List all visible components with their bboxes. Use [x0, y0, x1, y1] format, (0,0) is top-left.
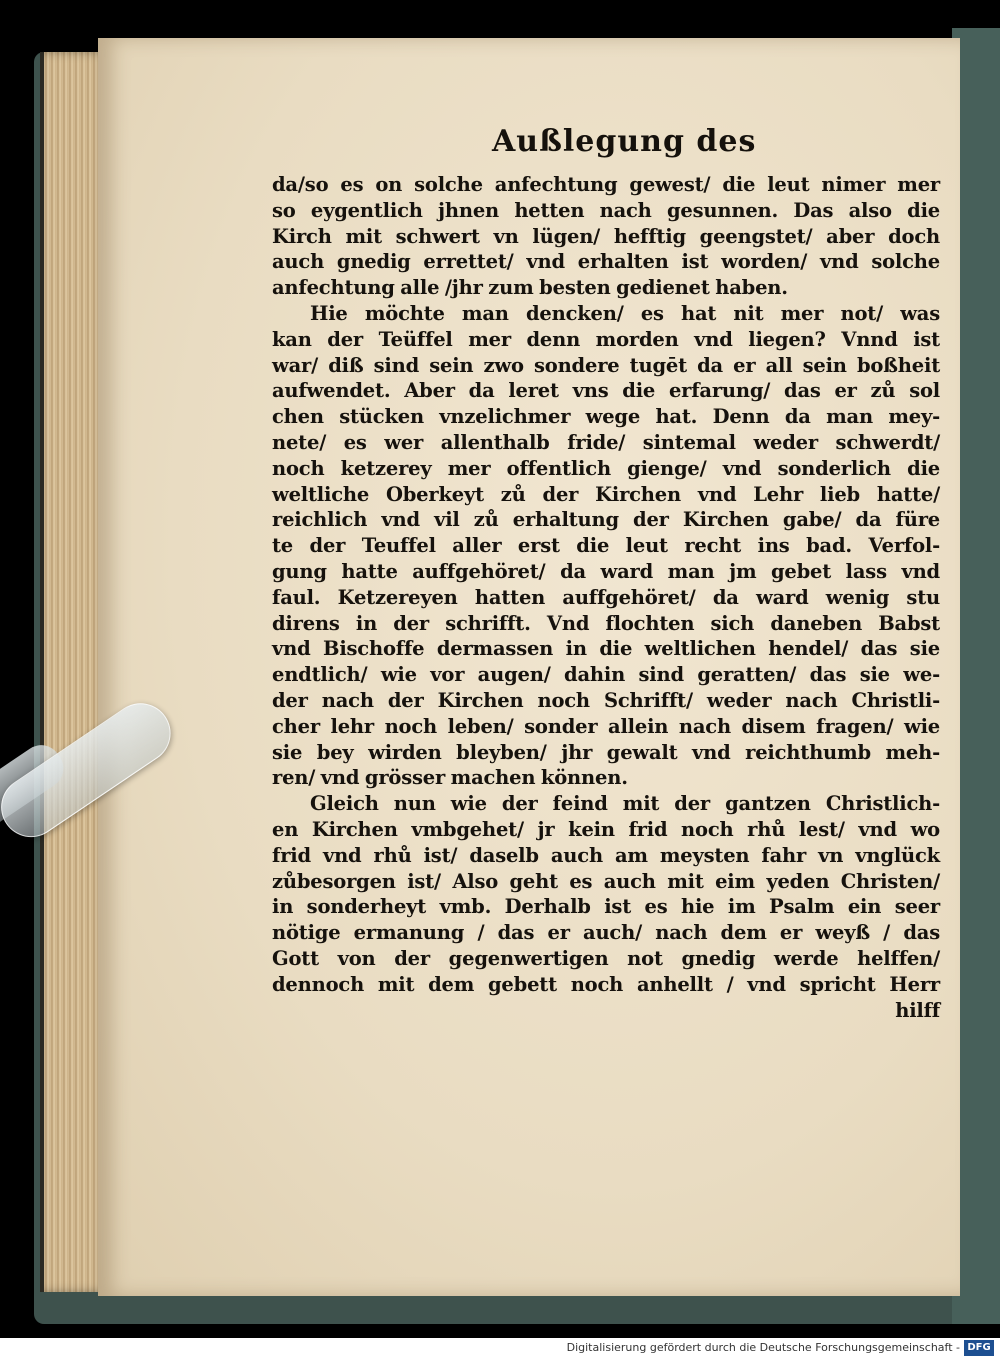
text-line: dennoch mit dem gebett noch anhellt / vnd spricht Herr: [272, 972, 940, 996]
text-line: weltliche Oberkeyt zů der Kirchen vnd Lehr lieb hatte/: [272, 482, 940, 506]
text-line: Kirch mit schwert vn lügen/ hefftig geengstet/ aber doch: [272, 224, 940, 248]
text-line: war/ diß sind sein zwo sondere tugēt da er all sein boßheit: [272, 353, 940, 377]
text-line: so eygentlich jhnen hetten nach gesunnen. Das also die: [272, 198, 940, 222]
page-text-block: [272, 172, 940, 1023]
text-line: sie bey wirden bleyben/ jhr gewalt vnd reichthumb meh-: [272, 740, 940, 764]
text-line: in sonderheyt vmb. Derhalb ist es hie im Psalm ein seer: [272, 895, 940, 919]
text-line: nete/ es wer allenthalb fride/ sintemal weder schwerdt/: [272, 430, 940, 454]
text-line: hilff: [895, 998, 940, 1022]
text-line: en Kirchen vmbgehet/ jr kein frid noch rhů lest/ vnd wo: [272, 817, 940, 841]
text-line: da/so es on solche anfechtung gewest/ die leut nimer mer: [272, 173, 940, 196]
text-line: zůbesorgen ist/ Also geht es auch mit eim yeden Christen/: [272, 869, 940, 893]
text-line: cher lehr noch leben/ sonder allein nach disem fragen/ wie: [272, 714, 940, 738]
text-line: gung hatte auffgehöret/ da ward man jm gebet lass vnd: [272, 559, 940, 583]
text-line: anfechtung alle /jhr zum besten gedienet haben.: [272, 276, 788, 300]
text-line: Hie möchte man dencken/ es hat nit mer not/ was: [310, 301, 940, 325]
text-line: te der Teuffel aller erst die leut recht ins bad. Verfol-: [272, 534, 940, 558]
text-line: nötige ermanung / das er auch/ nach dem er weyß / das: [272, 921, 940, 945]
text-line: faul. Ketzereyen hatten auffgehöret/ da ward wenig stu: [272, 585, 940, 609]
text-line: auch gnedig errettet/ vnd erhalten ist worden/ vnd solche: [272, 250, 940, 274]
text-line: vnd Bischoffe dermassen in die weltlichen hendel/ das sie: [272, 637, 940, 661]
text-line: chen stücken vnzelichmer wege hat. Denn da man mey-: [272, 405, 940, 429]
text-line: der nach der Kirchen noch Schrifft/ weder nach Christli-: [272, 688, 940, 712]
text-line: noch ketzerey mer offentlich gienge/ vnd sonderlich die: [272, 456, 940, 480]
text-line: aufwendet. Aber da leret vns die erfarung/ das er zů sol: [272, 379, 940, 403]
footer-bar: [0, 1338, 1000, 1359]
text-line: endtlich/ wie vor augen/ dahin sind geratten/ das sie we-: [272, 663, 940, 687]
text-line: reichlich vnd vil zů erhaltung der Kirchen gabe/ da füre: [272, 508, 940, 532]
text-line: Gleich nun wie der feind mit der gantzen Christlich-: [310, 792, 940, 816]
dfg-logo: DFG: [964, 1340, 994, 1356]
text-line: Gott von der gegenwertigen not gnedig werde helffen/: [272, 946, 940, 970]
text-line: kan der Teüffel mer denn morden vnd liegen? Vnnd ist: [272, 327, 940, 351]
text-line: ren/ vnd grösser machen können.: [272, 766, 628, 790]
funding-note: Digitalisierung gefördert durch die Deutsche Forschungsgemeinschaft -: [566, 1341, 960, 1354]
text-line: direns in der schrifft. Vnd flochten sich daneben Babst: [272, 611, 940, 635]
text-line: frid vnd rhů ist/ daselb auch am meysten fahr vn vnglück: [272, 843, 940, 867]
running-header: Außlegung des: [492, 124, 757, 159]
